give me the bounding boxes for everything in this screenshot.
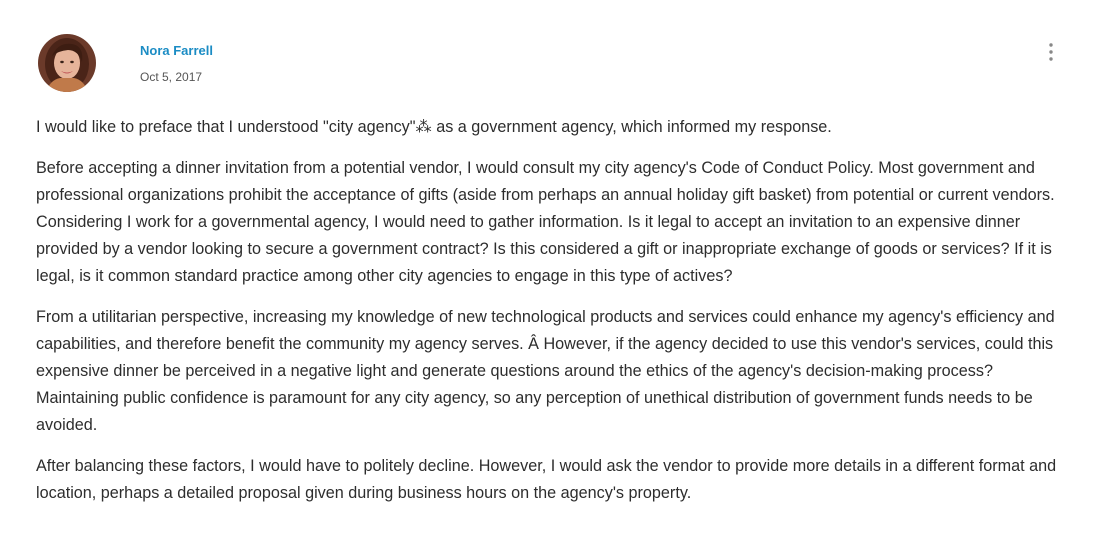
- user-avatar-photo-icon: [38, 34, 96, 92]
- post-paragraph: After balancing these factors, I would have to politely decline. However, I would ask the vendor to provide more details in a different format and location, perhaps a detailed proposal given during business hours on the agency's property.: [36, 457, 1057, 502]
- post-paragraph: Before accepting a dinner invitation from a potential vendor, I would consult my city agency's Code of Conduct Policy. Most government and professional organizations prohibit the acceptance of gifts (aside from perhaps an annual holiday gift basket) from potential or current vendors. Considering I work for a governmental agency, I would need to gather information. Is it legal to accept an invitation to an expensive dinner provided by a vendor looking to secure a government contract? Is this considered a gift or inappropriate exchange of goods or services? If it is legal, is it common standard practice among other city agencies to engage in this type of actives?: [36, 159, 1055, 285]
- post-body: [36, 114, 1076, 521]
- post-paragraph: I would like to preface that I understood "city agency"⁂ as a government agency, which informed my response.: [36, 118, 832, 136]
- post-date: Oct 5, 2017: [140, 70, 203, 84]
- post-paragraph: From a utilitarian perspective, increasing my knowledge of new technological products and services could enhance my agency's efficiency and capabilities, and therefore benefit the community my agency serves. Â However, if the agency decided to use this vendor's services, could this expensive dinner be perceived in a negative light and generate questions around the ethics of the agency's decision-making process? Maintaining public confidence is paramount for any city agency, so any perception of unethical distribution of government funds needs to be avoided.: [36, 308, 1055, 434]
- author-avatar[interactable]: [38, 34, 96, 92]
- post-options-button[interactable]: [1040, 40, 1062, 64]
- more-vertical-icon: [1048, 42, 1054, 62]
- author-name-link[interactable]: Nora Farrell: [140, 43, 213, 58]
